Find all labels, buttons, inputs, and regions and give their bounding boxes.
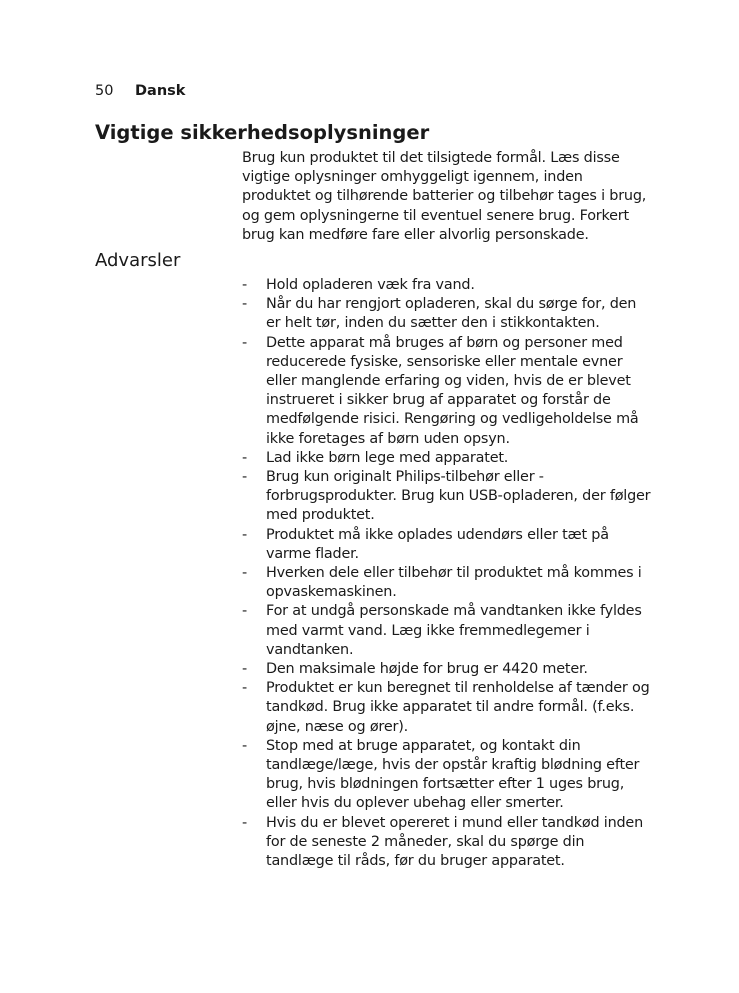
page-title: Vigtige sikkerhedsoplysninger [95, 121, 430, 144]
list-item [242, 276, 652, 295]
list-item-text: Lad ikke børn lege med apparatet. [266, 449, 509, 466]
list-item-text: Produktet må ikke oplades udendørs eller tæt på varme flader. [266, 526, 609, 562]
list-item [242, 449, 652, 468]
bullet-dash: - [242, 449, 247, 466]
bullet-dash: - [242, 469, 247, 486]
list-item-text: Stop med at bruge apparatet, og kontakt din tandlæge/læge, hvis der opstår kraftig blødning efter brug, hvis blødningen fortsætter efter 1 uges brug, eller hvis du oplever ubehag eller smerter. [266, 737, 640, 812]
list-item [242, 526, 652, 564]
page-header [95, 81, 185, 101]
list-item-text: Dette apparat må bruges af børn og personer med reducerede fysiske, sensoriske eller mentale evner eller manglende erfaring og viden, hvis de er blevet instrueret i sikker brug af apparatet og forstår de medfølgende risici. Rengøring og vedligeholdelse må ikke foretages af børn uden opsyn. [266, 334, 639, 447]
list-item-text: Produktet er kun beregnet til renholdelse af tænder og tandkød. Brug ikke apparatet til andre formål. (f.eks. øjne, næse og ører). [266, 680, 650, 735]
page-number: 50 [95, 83, 114, 99]
bullet-dash: - [242, 334, 247, 351]
bullet-dash: - [242, 565, 247, 582]
list-item-text: For at undgå personskade må vandtanken ikke fyldes med varmt vand. Læg ikke fremmedlegemer i vandtanken. [266, 603, 642, 658]
bullet-dash: - [242, 680, 247, 697]
list-item [242, 295, 652, 333]
list-item [242, 737, 652, 814]
list-item-text: Hvis du er blevet opereret i mund eller tandkød inden for de seneste 2 måneder, skal du spørge din tandlæge til råds, før du bruger apparatet. [266, 814, 643, 870]
bullet-dash: - [242, 737, 247, 754]
list-item [242, 334, 652, 449]
list-item-text: Når du har rengjort opladeren, skal du sørge for, den er helt tør, inden du sætter den i stikkontakten. [266, 296, 637, 332]
list-item [242, 564, 652, 602]
list-item [242, 602, 652, 660]
list-item-text: Hverken dele eller tilbehør til produktet må kommes i opvaskemaskinen. [266, 565, 642, 601]
list-item-text: Hold opladeren væk fra vand. [266, 277, 475, 293]
section-title-warnings: Advarsler [95, 250, 181, 271]
list-item [242, 679, 652, 737]
bullet-dash: - [242, 277, 247, 293]
bullet-dash: - [242, 526, 247, 543]
intro-paragraph: Brug kun produktet til det tilsigtede formål. Læs disse vigtige oplysninger omhyggeligt igennem, inden produktet og tilhørende batterier og tilbehør tages i brug, og gem oplysningerne til eventuel senere brug. Forkert brug kan medføre fare eller alvorlig personskade. [242, 150, 647, 243]
list-item [242, 814, 652, 872]
bullet-dash: - [242, 603, 247, 620]
list-item-text: Brug kun originalt Philips-tilbehør eller -forbrugsprodukter. Brug kun USB-opladeren, der følger med produktet. [266, 469, 651, 524]
list-item [242, 468, 652, 526]
bullet-dash: - [242, 814, 247, 831]
page-language: Dansk [135, 83, 186, 99]
list-item [242, 660, 652, 679]
bullet-dash: - [242, 296, 247, 313]
bullet-dash: - [242, 661, 247, 678]
list-item-text: Den maksimale højde for brug er 4420 meter. [266, 661, 588, 678]
warnings-list [242, 276, 652, 871]
